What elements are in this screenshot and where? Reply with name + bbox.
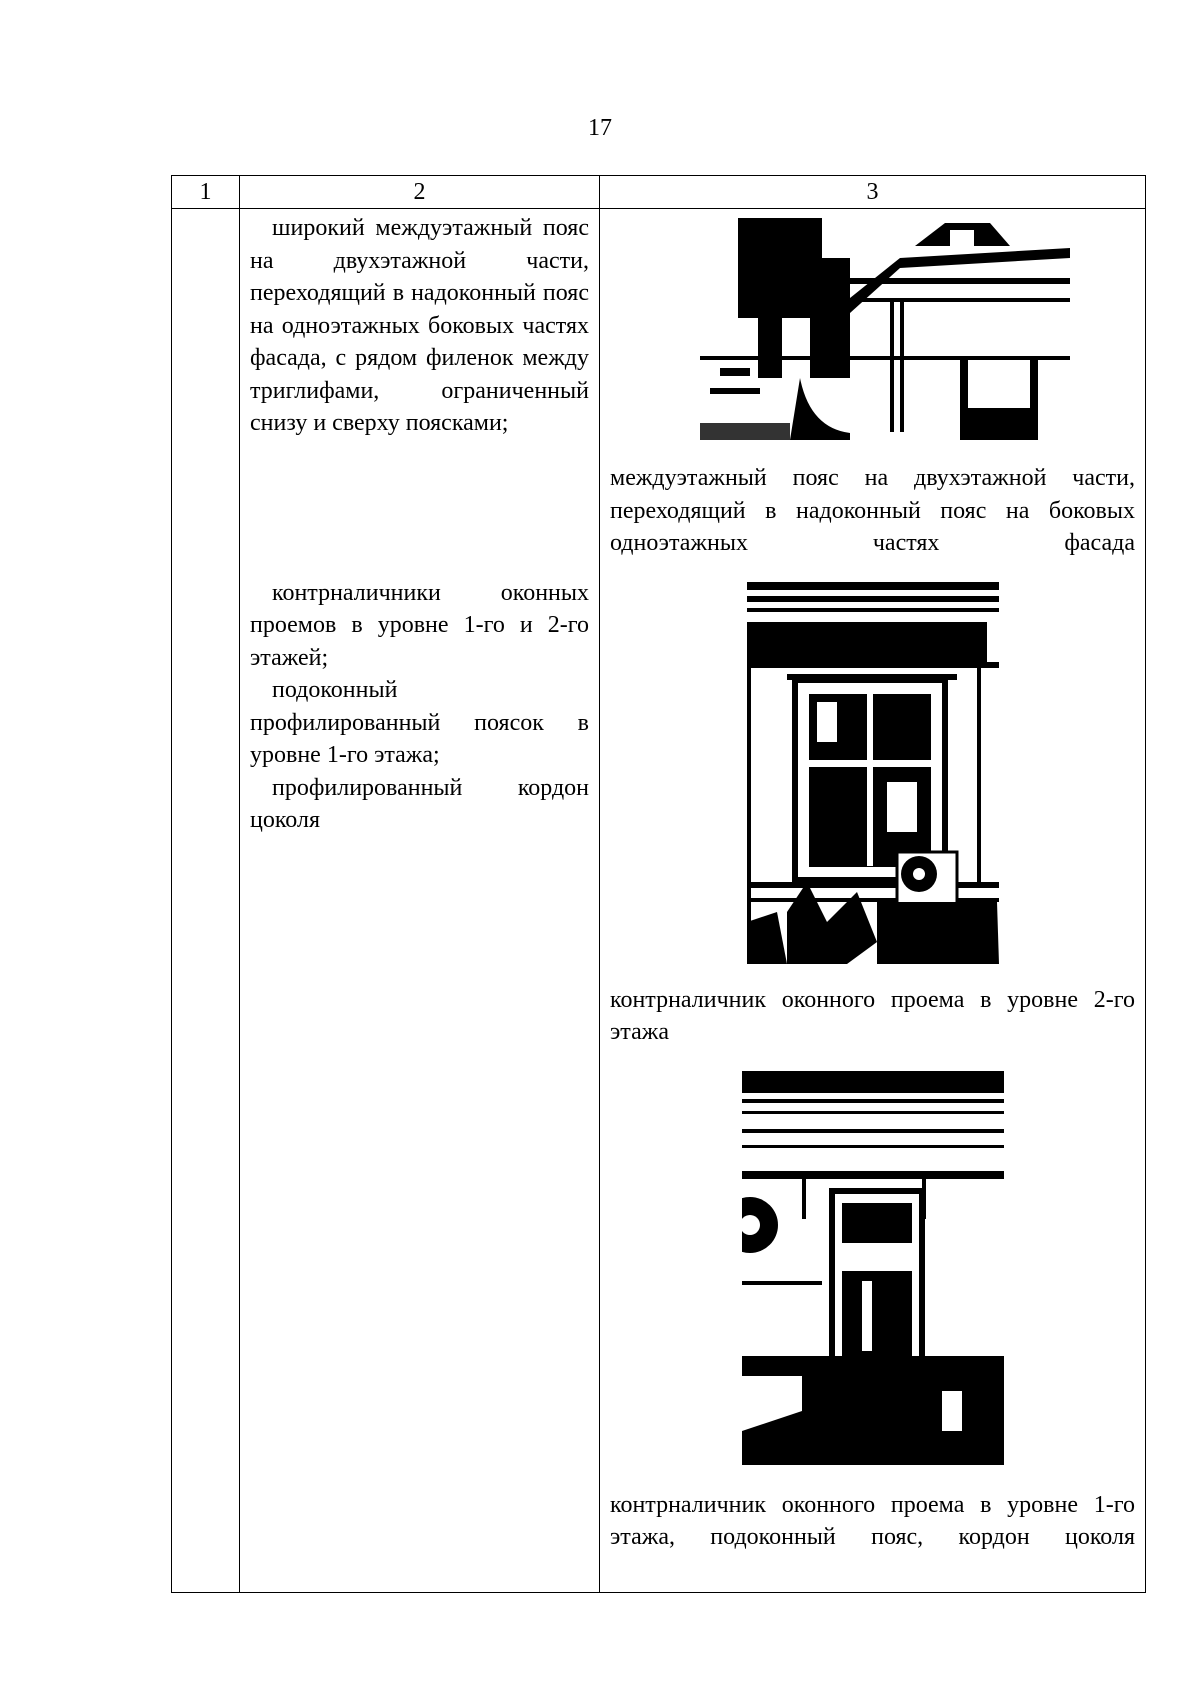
element-description-1: широкий междуэтажный пояс на двухэтажной части, переходящий в надоконный пояс на одноэтажных боковых частях фасада, с рядом филенок между триглифами, ограниченный снизу и сверху поясками; [250,215,589,436]
page-number: 17 [588,115,612,141]
header-cell-1: 1 [172,176,240,209]
photo-3-caption: контрналичник оконного проема в уровне 1-го этажа, подоконный пояс, кордон цоколя [610,1491,1135,1550]
row-number-cell [172,209,240,1593]
header-cell-2: 2 [240,176,600,209]
header-cell-3: 3 [600,176,1146,209]
facade-belt-photo [700,218,1070,440]
first-floor-window-photo [742,1071,1004,1465]
element-description-2: контрналичники оконных проемов в уровне 1-го и 2-го этажей; [250,579,589,671]
table-header-row [172,176,1146,209]
description-table [171,175,1146,1593]
element-description-4: профилированный кордон цоколя [250,774,589,833]
second-floor-window-photo [747,582,999,964]
photos-cell [600,209,1146,1593]
table-row [172,209,1146,1593]
element-description-3: подоконный профилированный поясок в уровне 1-го этажа; [250,677,589,768]
photo-2-caption: контрналичник оконного проема в уровне 2-го этажа [610,986,1135,1045]
elements-cell [240,209,600,1593]
photo-1-caption: междуэтажный пояс на двухэтажной части, переходящий в надоконный пояс на боковых одноэтажных частях фасада [610,465,1135,556]
